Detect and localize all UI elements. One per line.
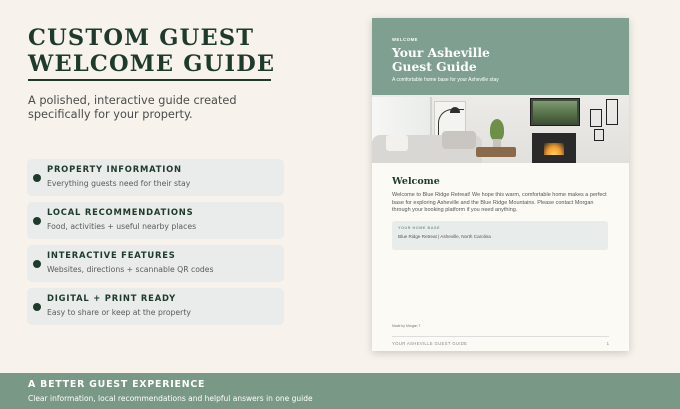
photo-tv-screen [533, 101, 577, 123]
photo-wall-frame [606, 99, 618, 125]
feature-title: INTERACTIVE FEATURES [47, 250, 176, 260]
hero-title-line1: CUSTOM GUEST [28, 25, 255, 51]
feature-description: Easy to share or keep at the property [47, 308, 191, 317]
doc-welcome-heading: Welcome [392, 176, 440, 187]
guide-document-preview [372, 18, 629, 351]
photo-plant [490, 119, 504, 141]
doc-body [372, 163, 629, 250]
photo-coffee-table [476, 147, 516, 157]
feature-card-local-recommendations [27, 202, 284, 239]
doc-subtitle: A comfortable home base for your Asheville stay [392, 77, 499, 83]
feature-card-interactive-features [27, 245, 284, 282]
feature-list [27, 159, 284, 331]
photo-armchair [442, 131, 476, 149]
home-base-value: Blue Ridge Retreat | Asheville, North Carolina [398, 234, 491, 240]
doc-made-by: Made by Morgan T. [392, 324, 421, 328]
home-base-label: YOUR HOME BASE [398, 226, 441, 231]
feature-title: DIGITAL + PRINT READY [47, 293, 176, 303]
bullet-dot-icon [33, 174, 41, 182]
hero-subtitle: A polished, interactive guide created specifically for your property. [28, 94, 237, 121]
photo-fire [544, 143, 564, 155]
bottom-banner [0, 373, 680, 409]
bullet-dot-icon [33, 303, 41, 311]
feature-title: LOCAL RECOMMENDATIONS [47, 207, 194, 217]
doc-welcome-paragraph: Welcome to Blue Ridge Retreat! We hope this warm, comfortable home makes a perfect base for exploring Asheville and the Blue Ridge Mountains. Please contact Morgan through your booking platform if you need anything. [392, 192, 607, 214]
photo-tv [530, 98, 580, 126]
bullet-dot-icon [33, 217, 41, 225]
doc-title-line1: Your Asheville [392, 45, 490, 60]
photo-plant-pot [493, 139, 501, 147]
banner-title: A BETTER GUEST EXPERIENCE [28, 379, 206, 390]
home-base-box [392, 221, 608, 250]
feature-description: Websites, directions + scannable QR codes [47, 265, 214, 274]
doc-eyebrow: WELCOME [392, 37, 419, 42]
doc-footer-divider [392, 336, 609, 337]
doc-page-number: 1 [606, 341, 609, 346]
doc-title [392, 46, 629, 74]
doc-header [372, 18, 629, 95]
feature-description: Food, activities + useful nearby places [47, 222, 197, 231]
banner-subtitle: Clear information, local recommendations and helpful answers in one guide [28, 394, 313, 403]
doc-title-line2: Guest Guide [392, 59, 477, 74]
photo-cushion [386, 135, 408, 151]
living-room-photo [372, 95, 629, 163]
feature-card-digital-print-ready [27, 288, 284, 325]
feature-title: PROPERTY INFORMATION [47, 164, 182, 174]
bullet-dot-icon [33, 260, 41, 268]
doc-footer-text: YOUR ASHEVILLE GUEST GUIDE [392, 341, 468, 346]
feature-description: Everything guests need for their stay [47, 179, 191, 188]
hero-title-line2: WELCOME GUIDE [28, 51, 276, 77]
hero-title [28, 25, 288, 77]
photo-wall-frame [590, 109, 602, 127]
photo-lampshade [450, 107, 460, 113]
feature-card-property-information [27, 159, 284, 196]
photo-wall-frame [594, 129, 604, 141]
title-divider [28, 79, 271, 81]
